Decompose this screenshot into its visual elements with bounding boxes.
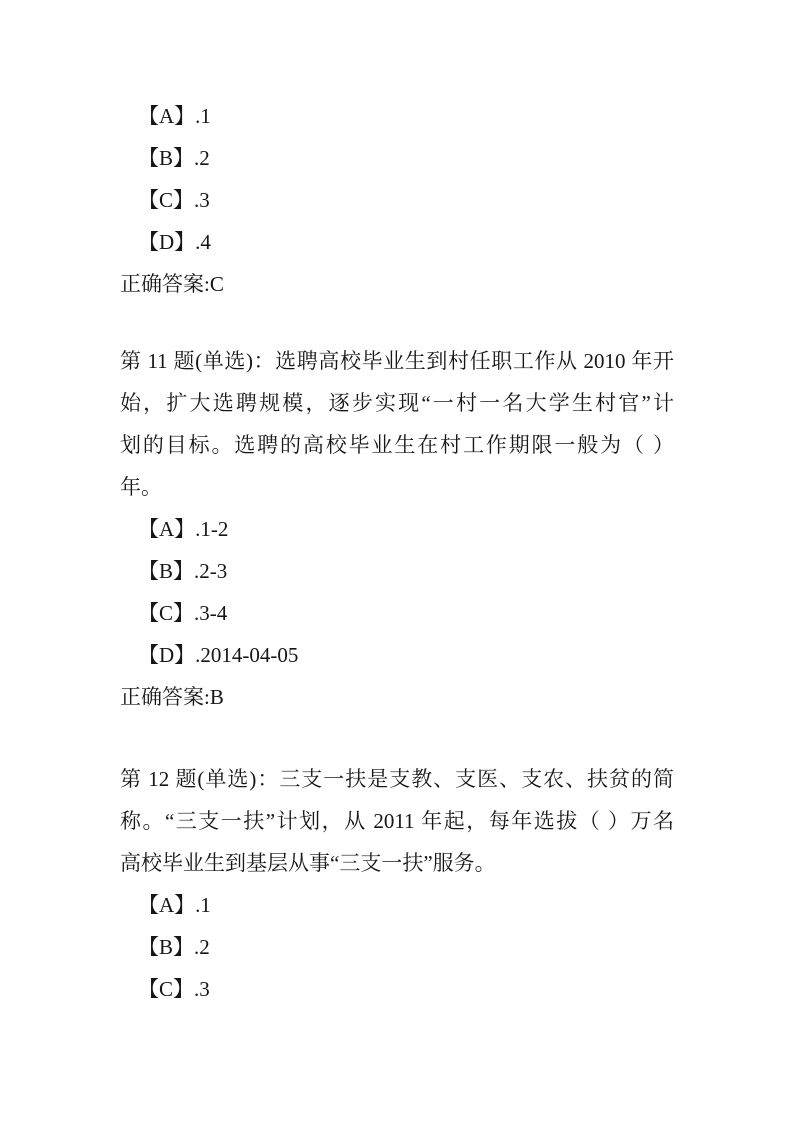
correct-answer-line: 正确答案:C	[120, 272, 224, 296]
option-row-a	[138, 508, 674, 550]
question-11-options	[120, 508, 674, 676]
question-line: 称。“三支一扶”计划，从 2011 年起，每年选拔（ ）万名	[120, 809, 674, 833]
option-key: 【A】	[138, 893, 196, 917]
option-row-c	[138, 592, 674, 634]
question-line: 高校毕业生到基层从事“三支一扶”服务。	[120, 851, 496, 875]
question-line: 年。	[120, 475, 162, 499]
option-value: .2014-04-05	[195, 643, 299, 667]
option-row-a	[138, 95, 674, 137]
question-10-options	[120, 95, 674, 263]
option-row-c	[138, 968, 674, 1010]
option-key: 【A】	[138, 517, 196, 541]
question-12-block	[120, 758, 674, 1010]
option-key: 【D】	[138, 643, 196, 667]
option-row-c	[138, 179, 674, 221]
option-key: 【B】	[138, 935, 195, 959]
question-11-text	[120, 340, 674, 508]
question-line: 划的目标。选聘的高校毕业生在村工作期限一般为（ ）	[120, 433, 674, 457]
option-key: 【B】	[138, 559, 195, 583]
option-row-d	[138, 634, 674, 676]
option-value: .3	[194, 188, 210, 212]
option-value: .3	[194, 977, 210, 1001]
correct-answer-line: 正确答案:B	[120, 685, 224, 709]
option-value: .4	[195, 230, 211, 254]
option-row-a	[138, 884, 674, 926]
document-text-area	[120, 95, 674, 1010]
option-row-b	[138, 137, 674, 179]
option-value: .1	[195, 104, 211, 128]
option-key: 【A】	[138, 104, 196, 128]
question-11-block	[120, 340, 674, 718]
question-12-options	[120, 884, 674, 1010]
option-key: 【C】	[138, 601, 195, 625]
option-row-b	[138, 926, 674, 968]
option-key: 【D】	[138, 230, 196, 254]
option-key: 【B】	[138, 146, 195, 170]
option-value: .2	[194, 935, 210, 959]
option-value: .1-2	[195, 517, 229, 541]
option-value: .2-3	[194, 559, 228, 583]
option-row-b	[138, 550, 674, 592]
option-value: .3-4	[194, 601, 228, 625]
question-line: 第 11 题(单选)：选聘高校毕业生到村任职工作从 2010 年开	[120, 349, 674, 373]
option-value: .1	[195, 893, 211, 917]
question-12-text	[120, 758, 674, 884]
option-row-d	[138, 221, 674, 263]
question-10-tail-block	[120, 95, 674, 305]
option-value: .2	[194, 146, 210, 170]
option-key: 【C】	[138, 977, 195, 1001]
question-line: 第 12 题(单选)：三支一扶是支教、支医、支农、扶贫的简	[120, 767, 674, 791]
question-line: 始，扩大选聘规模，逐步实现“一村一名大学生村官”计	[120, 391, 674, 415]
option-key: 【C】	[138, 188, 195, 212]
